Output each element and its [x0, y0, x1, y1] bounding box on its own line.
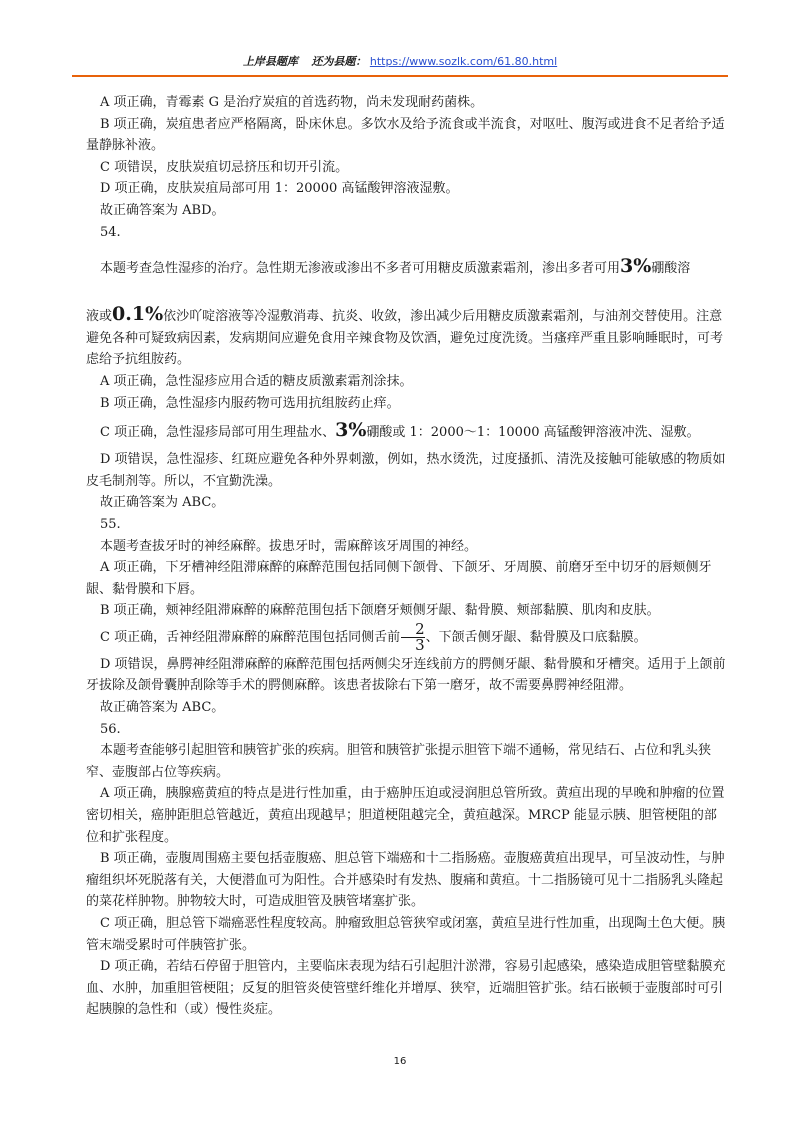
paragraph: 本题考查能够引起胆管和胰管扩张的疾病。胆管和胰管扩张提示胆管下端不通畅，常见结石、占位和乳头狭窄、壶腹部占位等疾病。 — [86, 743, 712, 780]
question-number: 54. — [100, 224, 121, 240]
paragraph: B 项正确，颊神经阻滞麻醉的麻醉范围包括下颌磨牙颊侧牙龈、黏骨膜、颊部黏膜、肌肉和皮肤。 — [100, 603, 660, 619]
header-link[interactable]: https://www.sozlk.com/61.80.html — [369, 55, 558, 68]
paragraph: B 项正确，壶腹周围癌主要包括壶腹癌、胆总管下端癌和十二指肠癌。壶腹癌黄疸出现早，可呈波动性，与肿瘤组织坏死脱落有关，大便潜血可为阳性。合并感染时有发热、腹痛和黄疸。十二指肠镜可见十二指肠乳头隆起的菜花样肿物。肿物较大时，可造成胆管及胰管堵塞扩张。 — [86, 851, 725, 910]
text-run: 硼酸溶 — [651, 261, 691, 277]
answer-line: 故正确答案为 ABD。 — [100, 202, 225, 218]
paragraph: A 项正确，急性湿疹应用合适的糖皮质激素霜剂涂抹。 — [100, 373, 413, 389]
paragraph: B 项正确，急性湿疹内服药物可选用抗组胺药止痒。 — [100, 395, 400, 411]
page-header — [72, 55, 728, 69]
paragraph — [86, 414, 726, 449]
answer-line: 故正确答案为 ABC。 — [100, 495, 225, 511]
text-run: 本题考查急性湿疹的治疗。急性期无渗液或渗出不多者可用糖皮质激素霜剂，渗出多者可用 — [100, 261, 621, 277]
paragraph: A 项正确，青霉素 G 是治疗炭疽的首选药物，尚未发现耐药菌株。 — [100, 95, 484, 110]
percent-value: 3% — [620, 255, 652, 278]
paragraph — [86, 619, 726, 654]
text-run: 依沙吖啶溶液等冷湿敷消毒、抗炎、收敛，渗出减少后用糖皮质激素霜剂，与油剂交替使用。注意避免各种可疑致病因素，发病期间应避免食用辛辣食物及饮酒，避免过度洗烫。当瘙痒严重且影响睡眠时，可考虑给予抗组胺药。 — [86, 309, 724, 368]
paragraph: D 项正确，皮肤炭疽局部可用 1：20000 高锰酸钾溶液湿敷。 — [100, 181, 459, 197]
text-run: C 项正确，舌神经阻滞麻醉的麻醉范围包括同侧舌前 — [100, 629, 401, 645]
paragraph: C 项错误，皮肤炭疽切忌挤压和切开引流。 — [100, 159, 349, 175]
text-run: 、下颌舌侧牙龈、黏骨膜及口底黏膜。 — [425, 629, 647, 645]
percent-value: 3% — [335, 419, 367, 442]
fraction — [401, 619, 425, 654]
fraction-numerator: 2 — [415, 619, 425, 638]
paragraph: 本题考查拔牙时的神经麻醉。拔患牙时，需麻醉该牙周围的神经。 — [100, 538, 478, 554]
paragraph: B 项正确，炭疽患者应严格隔离，卧床休息。多饮水及给予流食或半流食，对呕吐、腹泻或进食不足者给予适量静脉补液。 — [86, 116, 725, 154]
paragraph: A 项正确，胰腺癌黄疸的特点是进行性加重，由于癌肿压迫或浸润胆总管所致。黄疸出现的早晚和肿瘤的位置密切相关，癌肿距胆总管越近，黄疸出现越早；胆道梗阻越完全，黄疸越深。MRCP 能显示胰、胆管梗阻的部位和扩张程度。 — [86, 786, 725, 845]
paragraph: A 项正确，下牙槽神经阻滞麻醉的麻醉范围包括同侧下颌骨、下颌牙、牙周膜、前磨牙至中切牙的唇颊侧牙龈、黏骨膜和下唇。 — [86, 560, 712, 597]
answer-line: 故正确答案为 ABC。 — [100, 700, 225, 716]
question-number: 55. — [100, 516, 121, 532]
text-run: C 项正确，急性湿疹局部可用生理盐水、 — [100, 425, 336, 441]
paragraph: D 项错误，鼻腭神经阻滞麻醉的麻醉范围包括两侧尖牙连线前方的腭侧牙龈、黏骨膜和牙槽突。适用于上颌前牙拔除及颌骨囊肿刮除等手术的腭侧麻醉。该患者拔除右下第一磨牙，故不需要鼻腭神经阻滞。 — [86, 656, 726, 694]
page-number: 16 — [393, 1056, 407, 1067]
header-brand: 上岸县题库 — [242, 55, 298, 68]
fraction-denominator: 3 — [401, 637, 425, 653]
paragraph: D 项错误，急性湿疹、红斑应避免各种外界刺激，例如，热水烫洗，过度搔抓、清洗及接触可能敏感的物质如皮毛制剂等。所以，不宜勤洗澡。 — [86, 452, 726, 489]
document-body — [86, 92, 726, 1021]
percent-value: 0.1% — [112, 303, 164, 326]
paragraph — [86, 243, 726, 292]
text-run: 液或 — [86, 309, 113, 325]
header-label: 还为县题： — [311, 55, 367, 68]
paragraph: D 项正确，若结石停留于胆管内，主要临床表现为结石引起胆汁淤滞，容易引起感染，感染造成胆管壁黏膜充血、水肿，加重胆管梗阻；反复的胆管炎使管壁纤维化并增厚、狭窄，近端胆管扩张。结石嵌顿于壶腹部时可引起胰腺的急性和（或）慢性炎症。 — [86, 959, 726, 1018]
text-run: 硼酸或 1：2000～1：10000 高锰酸钾溶液冲洗、湿敷。 — [366, 425, 700, 441]
header-rule — [72, 75, 728, 77]
paragraph: C 项正确，胆总管下端癌恶性程度较高。肿瘤致胆总管狭窄或闭塞，黄疸呈进行性加重，出现陶土色大便。胰管末端受累时可伴胰管扩张。 — [86, 916, 726, 953]
question-number: 56. — [100, 721, 121, 737]
paragraph — [86, 304, 726, 371]
